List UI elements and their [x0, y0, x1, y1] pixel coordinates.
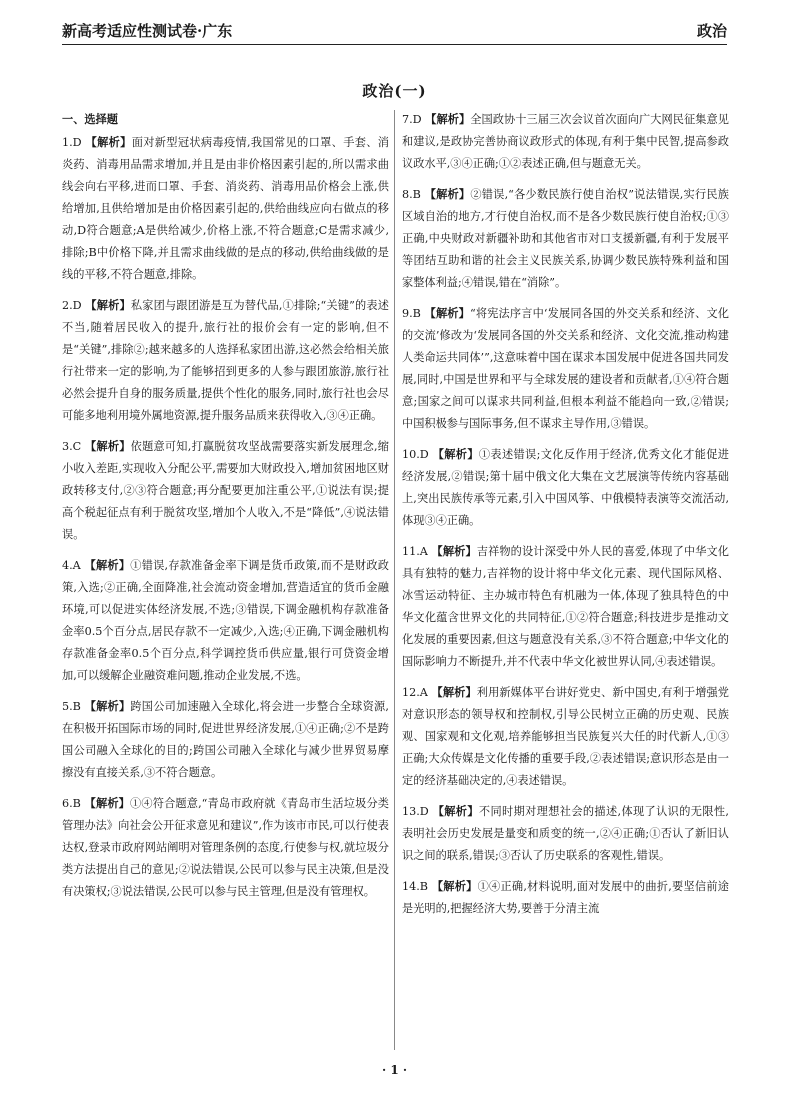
- column-divider: [394, 110, 395, 1050]
- answer-item: [402, 302, 729, 435]
- answer-item: [62, 435, 389, 546]
- analysis-tag: 【解析】: [84, 796, 131, 810]
- answer-item: [62, 695, 389, 784]
- analysis-tag: 【解析】: [432, 447, 479, 461]
- answer-explanation: 私家团与跟团游是互为替代品,①排除;“关键”的表述不当,随着居民收入的提升,旅行社的报价会有一定的影响,但不是“关键”,排除②;越来越多的人选择私家团出游,这必然会给相关旅行社带来一定的影响,为了能够招到更多的人参与跟团旅游,旅行社必然会提升自身的服务质量,提供个性化的服务,同时,旅行社也会尽可能多地利用境外属地资源,提升服务品质来获得收入,③④正确。: [62, 299, 389, 422]
- analysis-tag: 【解析】: [85, 135, 132, 149]
- answer-number: 5.B: [62, 700, 81, 713]
- answer-number: 3.C: [62, 440, 82, 453]
- answer-item: [402, 183, 729, 294]
- answer-number: 4.A: [62, 559, 81, 572]
- answer-explanation: ①④正确,材料说明,面对发展中的曲折,要坚信前途是光明的,把握经济大势,要善于分清主流: [402, 880, 729, 915]
- answer-number: 10.D: [402, 448, 429, 461]
- answer-number: 6.B: [62, 797, 81, 810]
- answer-number: 12.A: [402, 686, 428, 699]
- answer-item: [62, 131, 389, 286]
- header-exam-title: 新高考适应性测试卷·广东: [62, 22, 233, 40]
- answer-explanation: ①表述错误;文化反作用于经济,优秀文化才能促进经济发展,②错误;第十届中俄文化大集在文艺展演等传统内容基础上,突出民族传承等元素,引入中国风筝、中俄模特表演等交流活动,体现③④正确。: [402, 448, 729, 527]
- analysis-tag: 【解析】: [431, 685, 477, 699]
- analysis-tag: 【解析】: [431, 879, 478, 893]
- analysis-tag: 【解析】: [84, 558, 131, 572]
- left-column: [62, 108, 389, 911]
- answer-explanation: ①④符合题意,“青岛市政府就《青岛市生活垃圾分类管理办法》向社会公开征求意见和建议”,作为该市市民,可以行使表达权,登录市政府网站阐明对管理条例的态度,行使参与权,就垃圾分类方法提出自己的意见;②说法错误,公民可以参与民主决策,但是没有决策权;③说法错误,公民可以参与民主管理,但是没有管理权。: [62, 797, 389, 898]
- analysis-tag: 【解析】: [85, 298, 131, 312]
- page-number: · 1 ·: [381, 1063, 408, 1077]
- answer-explanation: ②错误,“各少数民族行使自治权”说法错误,实行民族区域自治的地方,才行使自治权,而不是各少数民族行使自治权;①③正确,中央财政对新疆补助和其他省市对口支援新疆,有利于发展平等团结互助和谐的社会主义民族关系,协调少数民族特殊利益和国家整体利益;④错误,错在“消除”。: [402, 188, 729, 289]
- right-column: [402, 108, 729, 928]
- answer-explanation: 不同时期对理想社会的描述,体现了认识的无限性,表明社会历史发展是量变和质变的统一,②④正确;①否认了新旧认识之间的联系,错误;③否认了历史联系的客观性,错误。: [402, 805, 729, 862]
- answer-explanation: 跨国公司加速融入全球化,将会进一步整合全球资源,在积极开拓国际市场的同时,促进世界经济发展,①④正确;②不是跨国公司融入全球化的目的;跨国公司融入全球化与减少世界贸易摩擦没有直接关系,③不符合题意。: [62, 700, 389, 779]
- answer-item: [402, 681, 729, 792]
- answer-explanation: 面对新型冠状病毒疫情,我国常见的口罩、手套、消炎药、消毒用品需求增加,并且是由非价格因素引起的,所以需求曲线会向右平移,进而口罩、手套、消炎药、消毒用品价格会上涨,供给增加,且供给增加是由价格因素引起的,供给曲线应向右做点的移动,D符合题意;A是供给减少,价格上涨,不符合题意;C是需求减少,排除;B中价格下降,并且需求曲线做的是点的移动,供给曲线做的是线的平移,不符合题意,排除。: [62, 136, 389, 281]
- answer-item: [402, 108, 729, 175]
- answer-item: [402, 800, 729, 867]
- answer-number: 8.B: [402, 188, 421, 201]
- answer-explanation: “将宪法序言中‘发展同各国的外交关系和经济、文化的交流’修改为‘发展同各国的外交关系和经济、文化交流,推动构建人类命运共同体’”,这意味着中国在谋求本国发展中促进各国共同发展,同时,中国是世界和平与全球发展的建设者和贡献者,①④符合题意;国家之间可以谋求共同利益,但根本利益不能趋向一致,②错误;中国积极参与国际事务,但不谋求主导作用,③错误。: [402, 307, 729, 430]
- analysis-tag: 【解析】: [84, 699, 131, 713]
- answer-item: [62, 294, 389, 427]
- answer-item: [402, 540, 729, 673]
- analysis-tag: 【解析】: [425, 112, 471, 126]
- answer-number: 11.A: [402, 545, 428, 558]
- header-subject: 政治: [696, 22, 727, 40]
- answer-explanation: 依题意可知,打赢脱贫攻坚战需要落实新发展理念,缩小收入差距,实现收入分配公平,需要加大财政投入,增加贫困地区财政转移支付,②③符合题意;再分配要更加注重公平,①说法有误;提高个税起征点有利于脱贫攻坚,增加个人收入,不是“降低”,④说法错误。: [62, 440, 389, 541]
- answer-item: [62, 554, 389, 687]
- analysis-tag: 【解析】: [424, 306, 470, 320]
- analysis-tag: 【解析】: [424, 187, 471, 201]
- answer-number: 9.B: [402, 307, 421, 320]
- answer-explanation: 利用新媒体平台讲好党史、新中国史,有利于增强党对意识形态的领导权和控制权,引导公民树立正确的历史观、民族观、国家观和文化观,培养能够担当民族复兴大任的时代新人,①③正确;大众传媒是文化传播的重要手段,②表述错误;意识形态是由一定的经济基础决定的,④表述错误。: [402, 686, 729, 787]
- answer-number: 7.D: [402, 113, 422, 126]
- answer-item: [402, 875, 729, 920]
- answer-item: [62, 792, 389, 903]
- answer-number: 14.B: [402, 880, 429, 893]
- answer-number: 13.D: [402, 805, 429, 818]
- page-header: [62, 18, 727, 45]
- answer-number: 1.D: [62, 136, 82, 149]
- analysis-tag: 【解析】: [431, 544, 477, 558]
- analysis-tag: 【解析】: [432, 804, 479, 818]
- analysis-tag: 【解析】: [85, 439, 131, 453]
- section-heading: 一、选择题: [62, 112, 118, 126]
- answer-item: [402, 443, 729, 532]
- answer-explanation: ①错误,存款准备金率下调是货币政策,而不是财政政策,入选;②正确,全面降准,社会流动资金增加,营造适宜的货币金融环境,可以促进实体经济发展,不选;③错误,下调金融机构存款准备金率0.5个百分点,居民存款不一定减少,入选;④正确,下调金融机构存款准备金率0.5个百分点,科学调控货币供应量,银行可贷资金增加,可以缓解企业融资难问题,推动企业发展,不选。: [62, 559, 389, 682]
- page-title: 政治(一): [362, 82, 427, 100]
- answer-explanation: 吉祥物的设计深受中外人民的喜爱,体现了中华文化具有独特的魅力,吉祥物的设计将中华文化元素、现代国际风格、冰雪运动特征、主办城市特色有机融为一体,体现了独具特色的中华文化蕴含世界文化的共同特征,①②符合题意;科技进步是推动文化发展的重要因素,但这与题意没有关系,③不符合题意;中华文化的国际影响力不断提升,并不代表中华文化被世界认同,④表述错误。: [402, 545, 729, 668]
- answer-explanation: 全国政协十三届三次会议首次面向广大网民征集意见和建议,是政协完善协商议政形式的体现,有利于集中民智,提高参政议政水平,③④正确;①②表述正确,但与题意无关。: [402, 113, 729, 170]
- answer-number: 2.D: [62, 299, 82, 312]
